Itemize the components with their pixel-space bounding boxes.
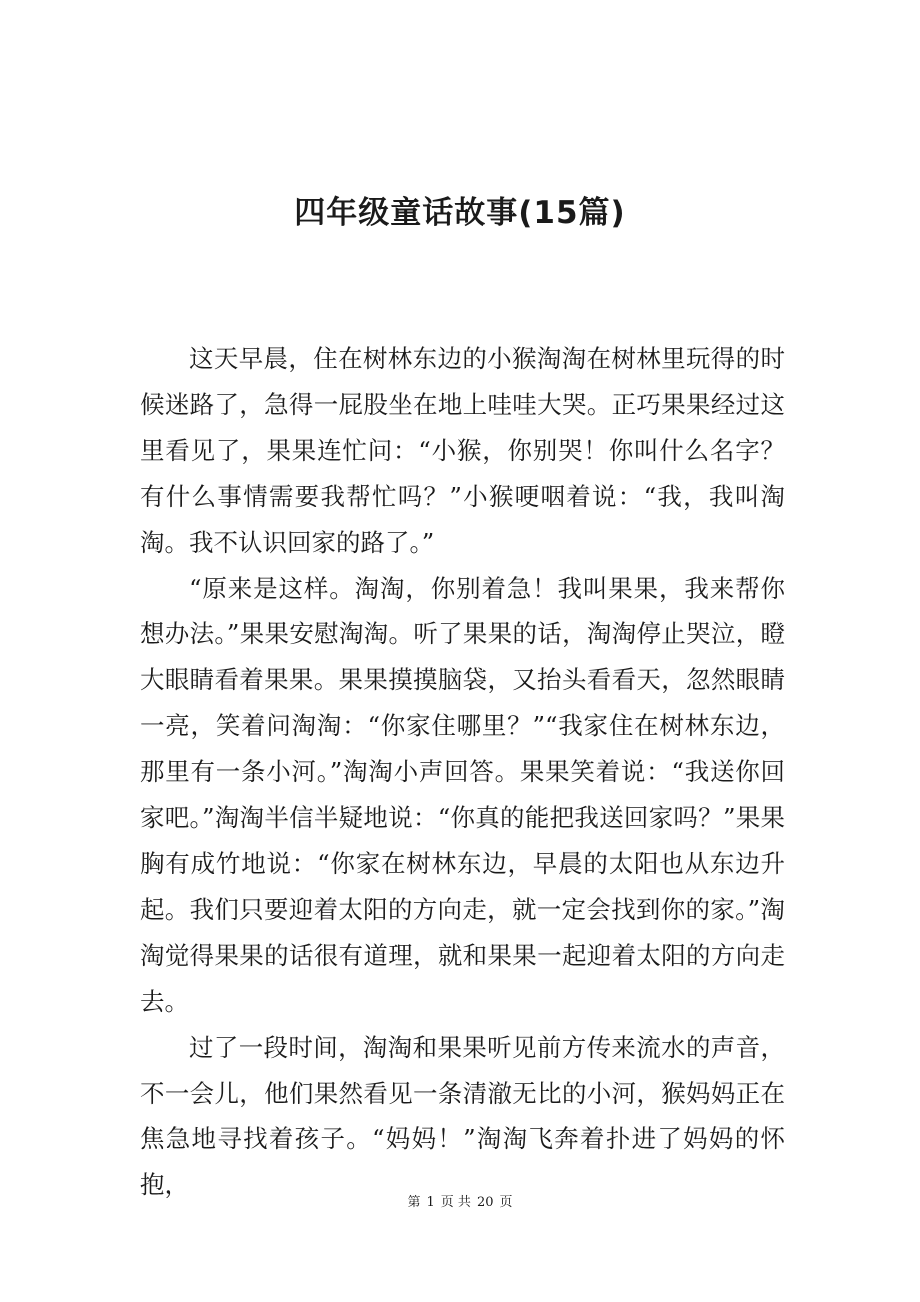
paragraph-1: 这天早晨，住在树林东边的小猴淘淘在树林里玩得的时候迷路了，急得一屁股坐在地上哇哇大哭。正巧果果经过这里看见了，果果连忙问：“小猴，你别哭！你叫什么名字？有什么事情需要我帮忙吗？”小猴哽咽着说：“我，我叫淘淘。我不认识回家的路了。” (140, 344, 785, 557)
paragraph-2: “原来是这样。淘淘，你别着急！我叫果果，我来帮你想办法。”果果安慰淘淘。听了果果的话，淘淘停止哭泣，瞪大眼睛看着果果。果果摸摸脑袋，又抬头看看天，忽然眼睛一亮，笑着问淘淘：“你家住哪里？”“我家住在树林东边，那里有一条小河。”淘淘小声回答。果果笑着说：“我送你回家吧。”淘淘半信半疑地说：“你真的能把我送回家吗？”果果胸有成竹地说：“你家在树林东边，早晨的太阳也从东边升起。我们只要迎着太阳的方向走，就一定会找到你的家。”淘淘觉得果果的话很有道理，就和果果一起迎着太阳的方向走去。 (140, 573, 785, 1016)
document-body (140, 336, 785, 1208)
document-title: 四年级童话故事(15篇) (294, 195, 626, 231)
current-page-number: 1 (426, 1195, 435, 1210)
footer-suffix: 页 (499, 1195, 513, 1210)
paragraph-3: 过了一段时间，淘淘和果果听见前方传来流水的声音，不一会儿，他们果然看见一条清澈无比的小河，猴妈妈正在焦急地寻找着孩子。“妈妈！”淘淘飞奔着扑进了妈妈的怀抱， (140, 1032, 785, 1200)
page-footer (0, 1193, 920, 1213)
footer-prefix: 第 (407, 1195, 421, 1210)
footer-mid: 页 共 (440, 1195, 471, 1210)
total-pages-number: 20 (476, 1195, 494, 1210)
